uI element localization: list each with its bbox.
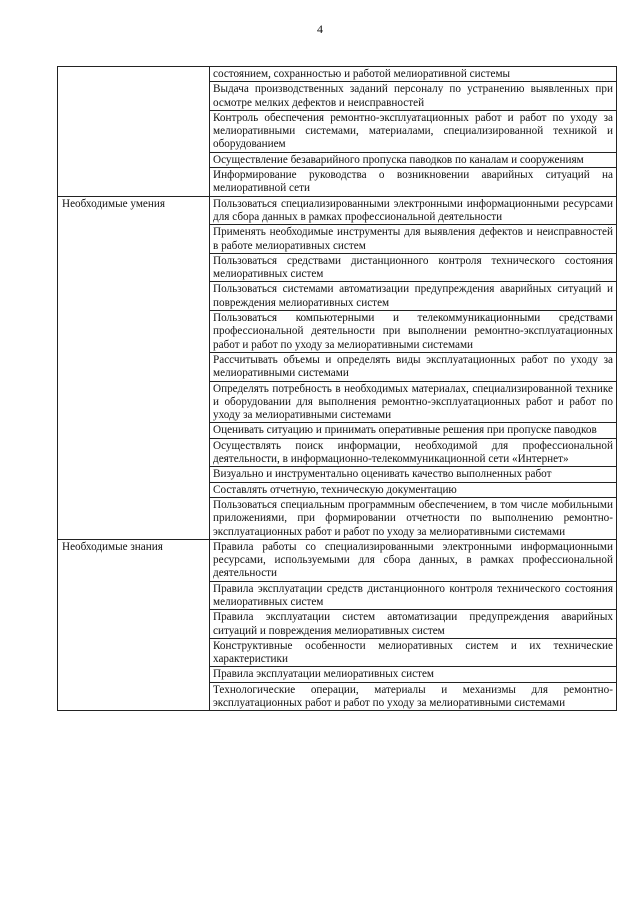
requirement-text: Правила работы со специализированными электронными информационными ресурсами, используемыми для сбора данных, в рамках профессиональной деятельности [210, 539, 617, 581]
requirement-text: Правила эксплуатации систем автоматизации предупреждения аварийных ситуаций и повреждения мелиоративных систем [210, 610, 617, 639]
requirement-text: Рассчитывать объемы и определять виды эксплуатационных работ по уходу за мелиоративными системами [210, 352, 617, 381]
page-number: 4 [317, 22, 323, 36]
requirement-text: Контроль обеспечения ремонтно-эксплуатационных работ и работ по уходу за мелиоративными системами, материалами, специализированной техникой и оборудованием [210, 110, 617, 152]
section-label [58, 67, 210, 197]
table-row [58, 539, 617, 581]
requirement-text: Конструктивные особенности мелиоративных систем и их технические характеристики [210, 638, 617, 667]
requirement-text: Выдача производственных заданий персоналу по устранению выявленных при осмотре мелких дефектов и неисправностей [210, 82, 617, 111]
requirement-text: Определять потребность в необходимых материалах, специализированной технике и оборудовании для выполнения ремонтно-эксплуатационных работ и работ по уходу за мелиоративными системами [210, 381, 617, 423]
requirement-text: Оценивать ситуацию и принимать оперативные решения при пропуске паводков [210, 423, 617, 438]
requirements-table [57, 66, 617, 711]
requirement-text: Пользоваться компьютерными и телекоммуникационными средствами профессиональной деятельности при выполнении ремонтно-эксплуатационных работ и работ по уходу за мелиоративными системами [210, 311, 617, 353]
section-label: Необходимые знания [58, 539, 210, 711]
requirement-text: Пользоваться специализированными электронными информационными ресурсами для сбора данных в рамках профессиональной деятельности [210, 196, 617, 225]
requirement-text: Технологические операции, материалы и механизмы для ремонтно-эксплуатационных работ и работ по уходу за мелиоративными системами [210, 682, 617, 711]
requirement-text: Правила эксплуатации средств дистанционного контроля технического состояния мелиоративных систем [210, 581, 617, 610]
requirement-text: Составлять отчетную, техническую документацию [210, 482, 617, 497]
requirement-text: Пользоваться специальным программным обеспечением, в том числе мобильными приложениями, при формировании отчетности по выполнению ремонтно-эксплуатационных работ и работ по уходу за мелиоративными системами [210, 497, 617, 539]
requirements-table-body [58, 67, 617, 711]
requirement-text: Осуществление безаварийного пропуска паводков по каналам и сооружениям [210, 152, 617, 167]
requirement-text: Применять необходимые инструменты для выявления дефектов и неисправностей в работе мелиоративных систем [210, 225, 617, 254]
requirement-text: Визуально и инструментально оценивать качество выполненных работ [210, 467, 617, 482]
requirement-text: состоянием, сохранностью и работой мелиоративной системы [210, 67, 617, 82]
requirement-text: Пользоваться системами автоматизации предупреждения аварийных ситуаций и повреждения мелиоративных систем [210, 282, 617, 311]
table-row [58, 67, 617, 82]
table-row [58, 196, 617, 225]
requirement-text: Осуществлять поиск информации, необходимой для профессиональной деятельности, в информационно-телекоммуникационной сети «Интернет» [210, 438, 617, 467]
requirement-text: Правила эксплуатации мелиоративных систем [210, 667, 617, 682]
requirement-text: Информирование руководства о возникновении аварийных ситуаций на мелиоративной сети [210, 168, 617, 197]
requirement-text: Пользоваться средствами дистанционного контроля технического состояния мелиоративных систем [210, 253, 617, 282]
section-label: Необходимые умения [58, 196, 210, 539]
